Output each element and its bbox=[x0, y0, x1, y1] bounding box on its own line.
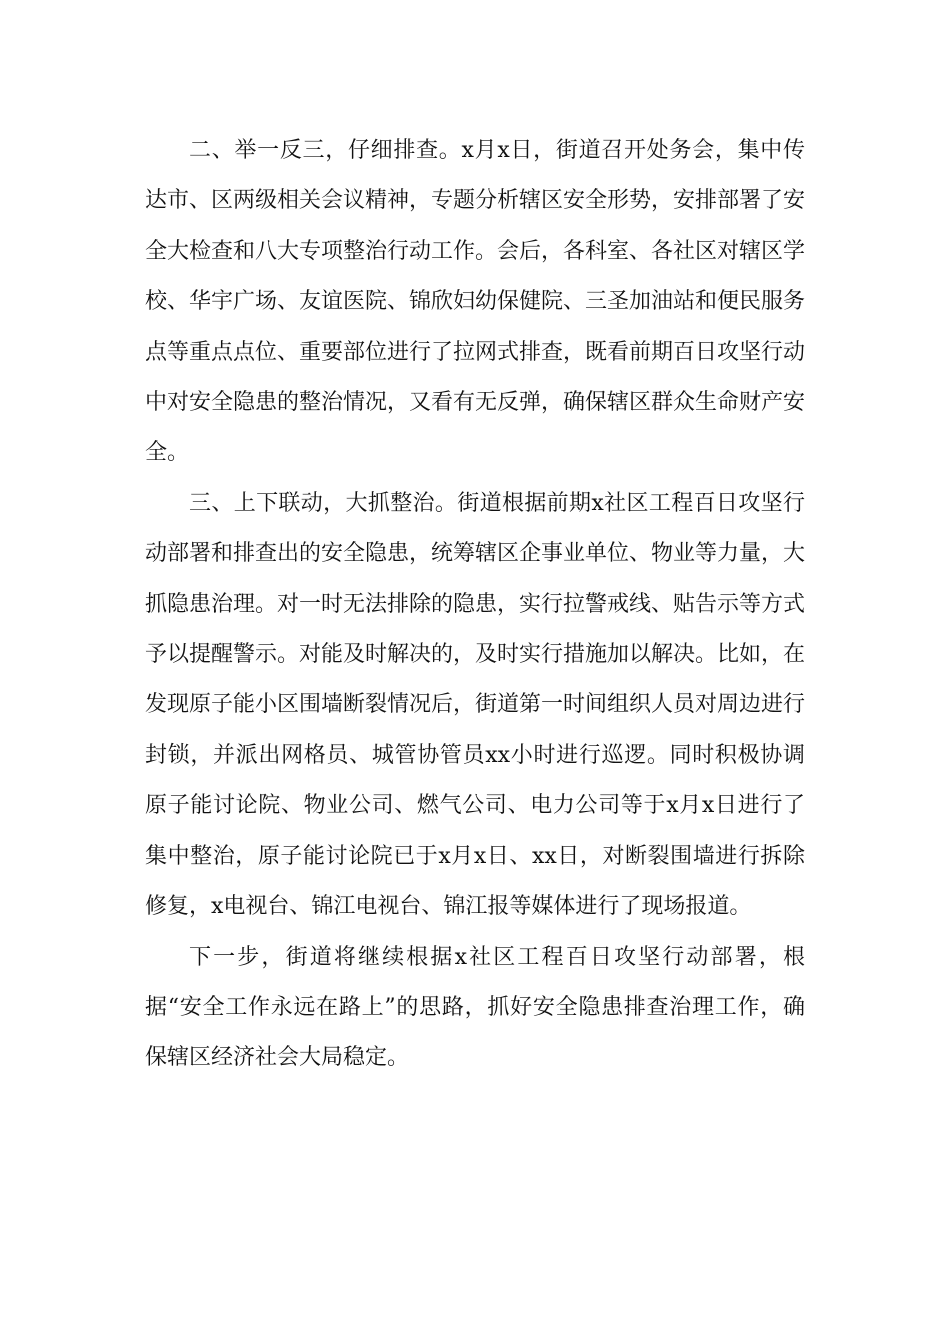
paragraph-inspection: 二、举一反三，仔细排查。x月x日，街道召开处务会，集中传达市、区两级相关会议精神，专题分析辖区安全形势，安排部署了安全大检查和八大专项整治行动工作。会后，各科室、各社区对辖区学校、华宇广场、友谊医院、锦欣妇幼保健院、三圣加油站和便民服务点等重点点位、重要部位进行了拉网式排查，既看前期百日攻坚行动中对安全隐患的整治情况，又看有无反弹，确保辖区群众生命财产安全。 bbox=[145, 138, 806, 466]
paragraph-rectification: 三、上下联动，大抓整治。街道根据前期x社区工程百日攻坚行动部署和排查出的安全隐患，统筹辖区企事业单位、物业等力量，大抓隐患治理。对一时无法排除的隐患，实行拉警戒线、贴告示等方式予以提醒警示。对能及时解决的，及时实行措施加以解决。比如，在发现原子能小区围墙断裂情况后，街道第一时间组织人员对周边进行封锁，并派出网格员、城管协管员xx小时进行巡逻。同时积极协调原子能讨论院、物业公司、燃气公司、电力公司等于x月x日进行了集中整治，原子能讨论院已于x月x日、xx日，对断裂围墙进行拆除修复，x电视台、锦江电视台、锦江报等媒体进行了现场报道。 bbox=[145, 490, 806, 920]
paragraph-next-steps: 下一步，街道将继续根据x社区工程百日攻坚行动部署，根据“安全工作永远在路上”的思路，抓好安全隐患排查治理工作，确保辖区经济社会大局稳定。 bbox=[145, 944, 805, 1071]
document-body bbox=[145, 126, 805, 1084]
